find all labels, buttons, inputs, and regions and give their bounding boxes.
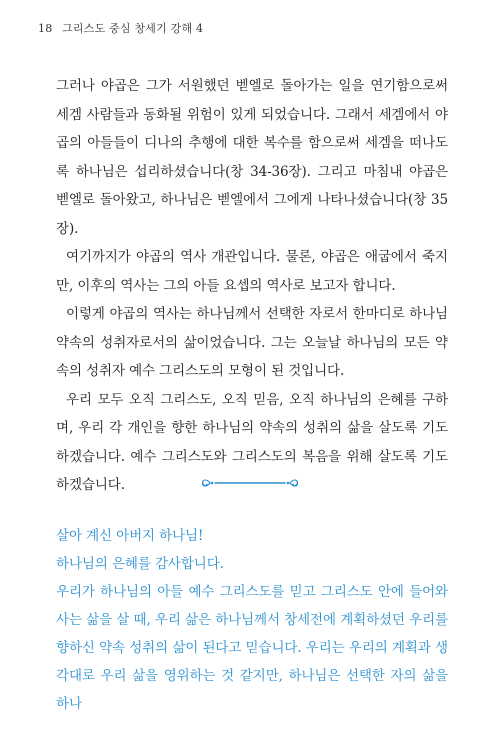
book-title: 그리스도 중심 창세기 강해 4 (62, 22, 204, 35)
flourish-divider-icon (200, 475, 300, 491)
paragraph: 그러나 야곱은 그가 서원했던 벧엘로 돌아가는 일을 연기함으로써 세겜 사람들과 동화될 위험이 있게 되었습니다. 그래서 세겜에서 야곱의 아들들이 디나의 추행에 대한 복수를 함으로써 세겜을 떠나도록 하나님은 섭리하셨습니다(창 34-36장). 그리고 마침내 야곱은 벧엘로 돌아왔고, 하나님은 벧엘에서 그에게 나타나셨습니다(창 35장). (56, 78, 448, 237)
body-text (56, 72, 448, 500)
page-number: 18 (38, 22, 53, 35)
prayer-line: 우리가 하나님의 아들 예수 그리스도를 믿고 그리스도 안에 들어와 사는 삶을 살 때, 우리 삶은 하나님께서 창세전에 계획하셨던 우리를 향하신 약속 성취의 삶이 된다고 믿습니다. 우리는 우리의 계획과 생각대로 우리 삶을 영위하는 것 같지만, 하나님은 선택한 자의 삶을 하나 (56, 584, 448, 712)
paragraph: 이렇게 야곱의 역사는 하나님께서 선택한 자로서 한마디로 하나님 약속의 성취자로서의 삶이었습니다. 그는 오늘날 하나님의 모든 약속의 성취자 예수 그리스도의 모형이 된 것입니다. (56, 306, 448, 379)
prayer-line: 하나님의 은혜를 감사합니다. (56, 556, 224, 572)
paragraph: 우리 모두 오직 그리스도, 오직 믿음, 오직 하나님의 은혜를 구하며, 우리 각 개인을 향한 하나님의 약속의 성취의 삶을 살도록 기도하겠습니다. 예수 그리스도와 그리스도의 복음을 위해 살도록 기도하겠습니다. (56, 391, 448, 493)
prayer-text (56, 522, 448, 718)
prayer-line: 살아 계신 아버지 하나님! (56, 528, 204, 544)
paragraph: 여기까지가 야곱의 역사 개관입니다. 물론, 야곱은 애굽에서 죽지만, 이후의 역사는 그의 아들 요셉의 역사로 보고자 합니다. (56, 249, 448, 294)
running-head (38, 20, 203, 36)
